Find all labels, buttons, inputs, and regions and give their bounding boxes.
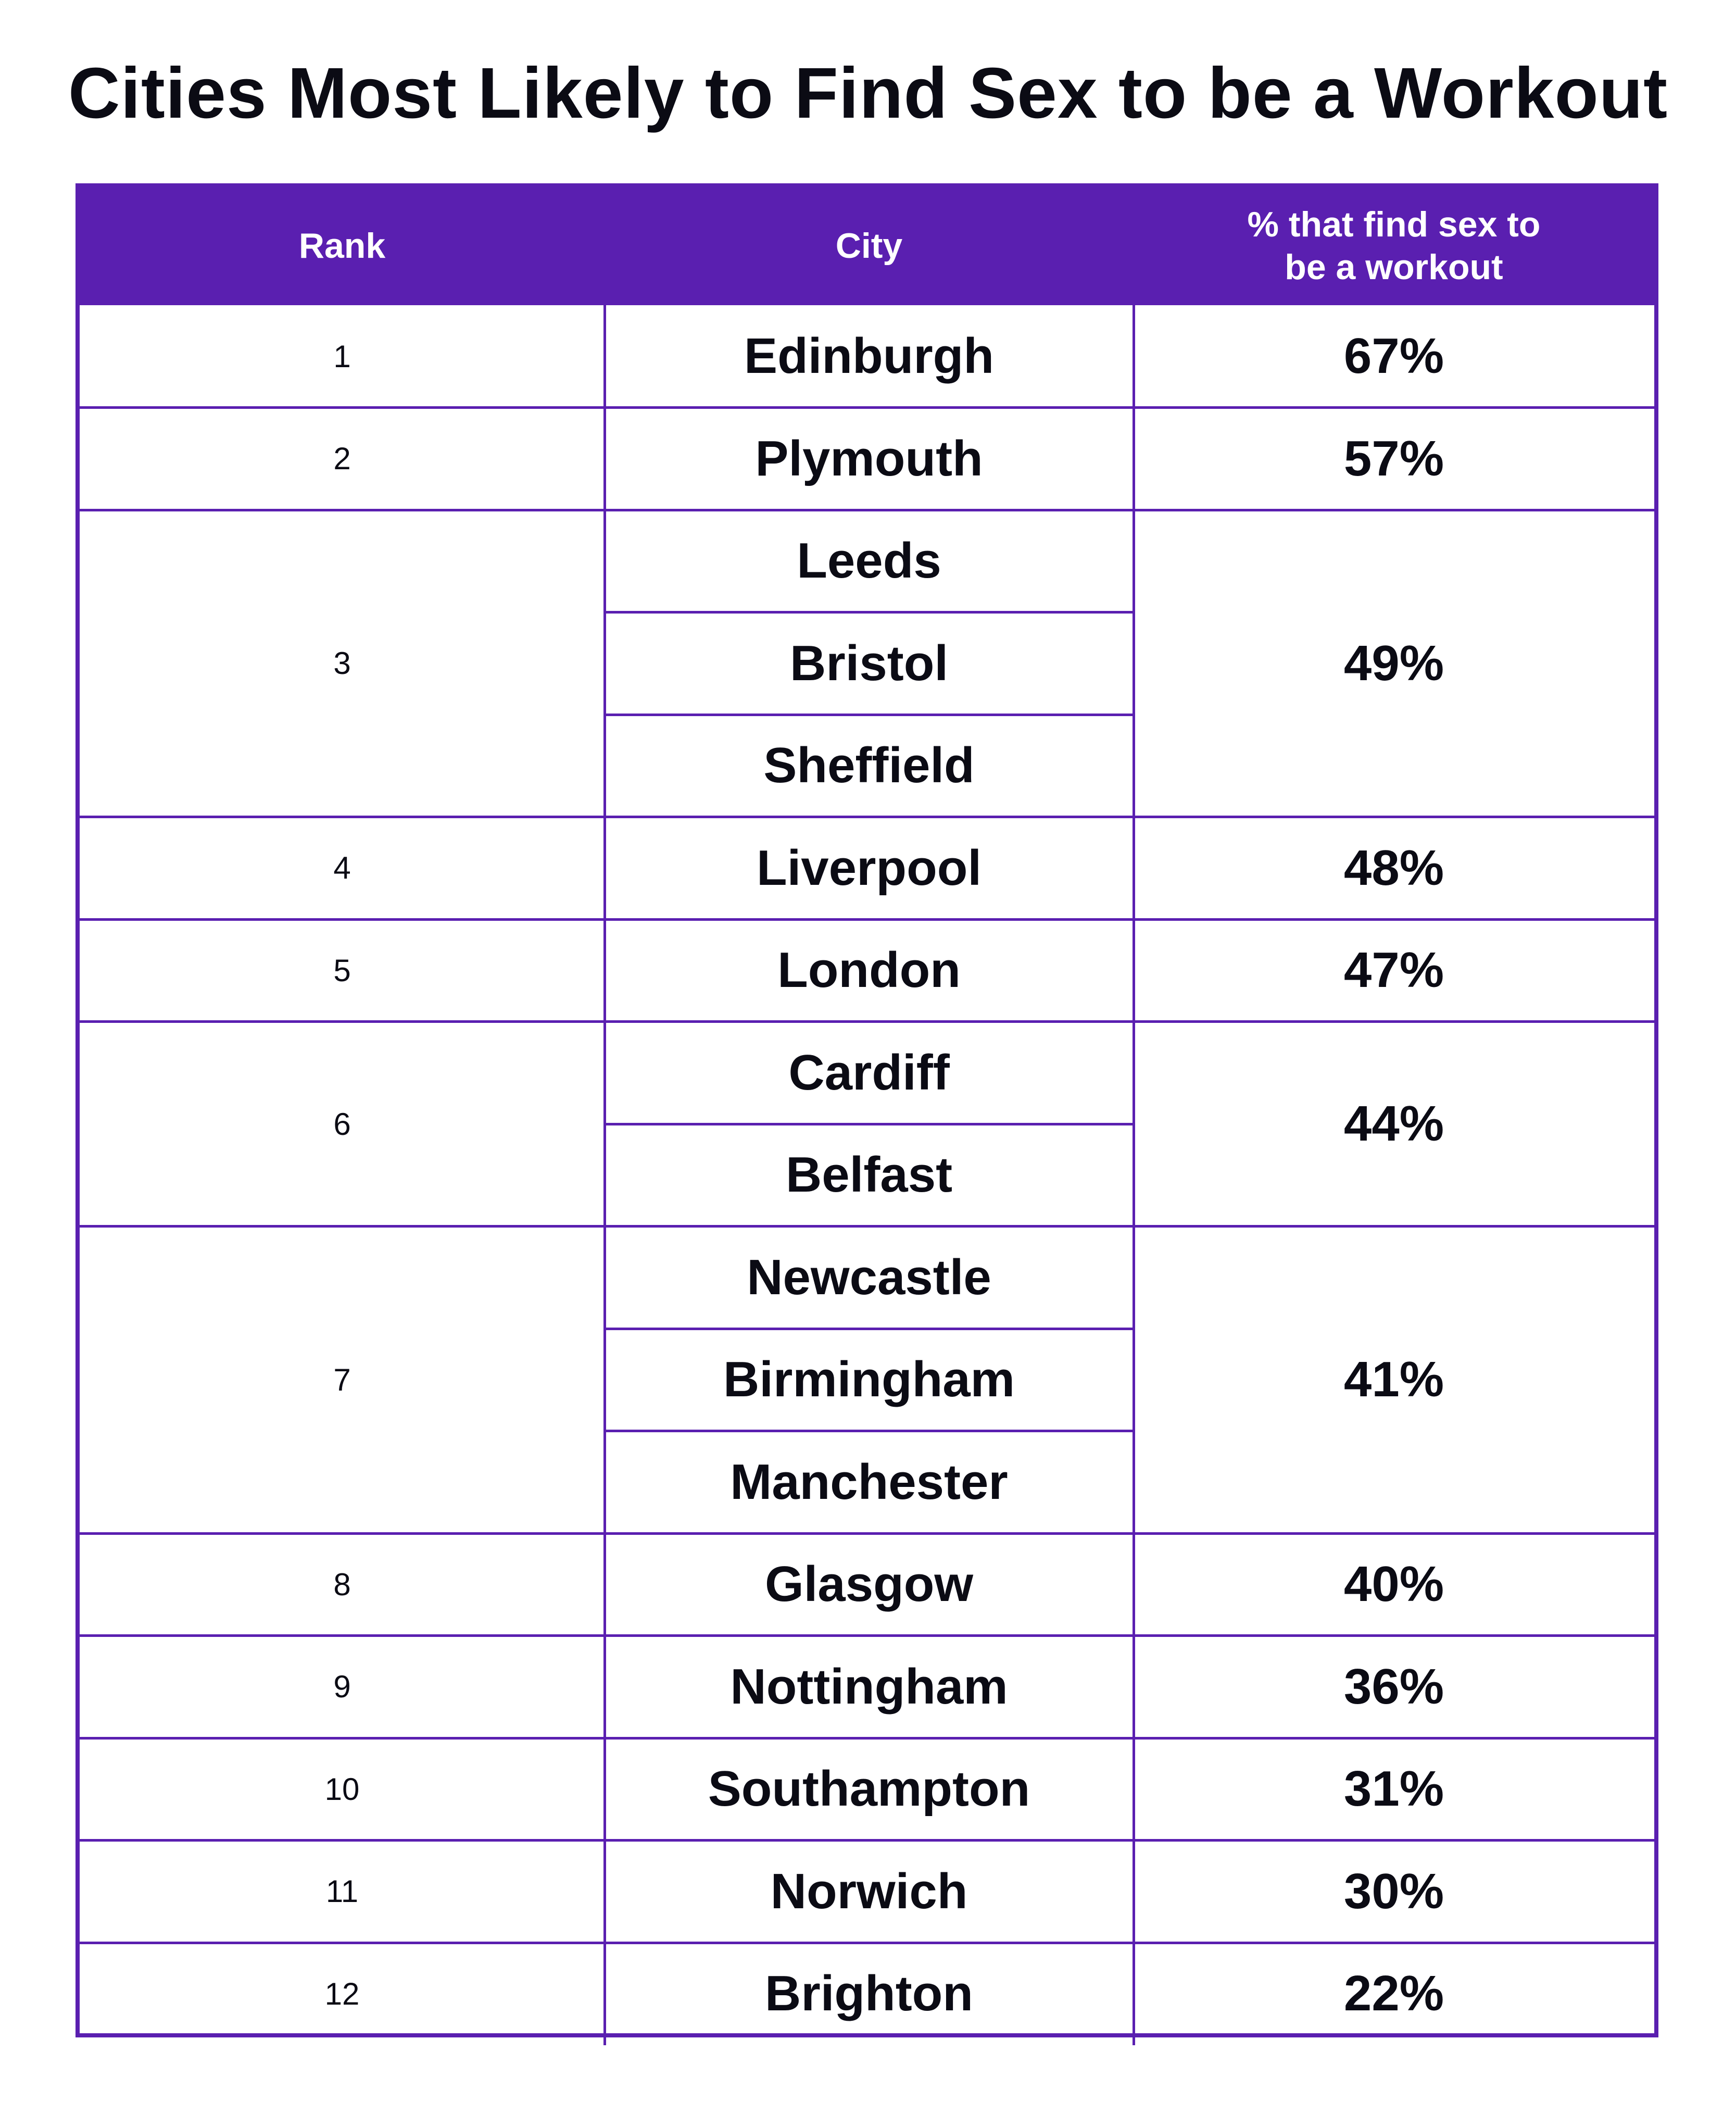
rank-cell: 1 [333,339,351,374]
city-cell: Norwich [770,1863,968,1919]
city-separator [605,1123,1134,1125]
city-cell: Nottingham [730,1658,1008,1715]
percent-cell: 49% [1343,635,1444,691]
percent-cell: 40% [1343,1556,1444,1612]
city-separator [605,611,1134,614]
city-cell: Leeds [797,533,941,589]
percent-cell: 41% [1343,1352,1444,1408]
city-cell: Manchester [730,1454,1008,1510]
city-cell: Belfast [785,1147,953,1203]
rank-cell: 4 [333,850,351,886]
city-cell: Southampton [708,1761,1030,1817]
city-cell: Birmingham [723,1352,1015,1408]
city-cell: Bristol [789,635,949,691]
rank-cell: 10 [324,1771,360,1807]
table-header [80,187,1654,305]
percent-cell: 31% [1343,1761,1444,1817]
percent-cell: 44% [1343,1096,1444,1152]
rank-cell: 8 [333,1567,351,1602]
percent-cell: 30% [1343,1863,1444,1919]
column-header-percent: % that find sex to be a workout [1247,205,1541,287]
percent-cell: 36% [1343,1658,1444,1715]
percent-cell: 67% [1343,328,1444,384]
city-separator [605,1328,1134,1330]
rank-cell: 5 [333,953,351,988]
city-cell: Plymouth [755,430,983,486]
column-divider [603,305,606,2045]
percent-cell: 57% [1343,430,1444,486]
ranking-table [76,183,1658,2037]
city-cell: Newcastle [747,1249,991,1305]
rank-cell: 6 [333,1106,351,1142]
chart-title: Cities Most Likely to Find Sex to be a Workout [68,53,1668,133]
city-cell: London [777,942,961,998]
percent-cell: 22% [1343,1966,1444,2022]
column-header-city: City [835,226,903,266]
rank-cell: 2 [333,441,351,477]
city-separator [605,714,1134,716]
city-cell: Glasgow [764,1556,974,1612]
rank-cell: 11 [325,1874,359,1909]
rank-cell: 12 [324,1976,360,2011]
rank-cell: 7 [333,1362,351,1397]
city-cell: Edinburgh [744,328,994,384]
city-cell: Cardiff [788,1044,950,1100]
percent-cell: 48% [1343,840,1444,896]
rank-cell: 9 [333,1669,351,1705]
column-header-rank: Rank [298,226,386,266]
city-cell: Brighton [765,1966,973,2022]
city-cell: Sheffield [763,737,975,794]
column-divider [1133,305,1135,2045]
city-cell: Liverpool [756,840,982,896]
percent-cell: 47% [1343,942,1444,998]
city-separator [605,1430,1134,1432]
rank-cell: 3 [333,646,351,681]
